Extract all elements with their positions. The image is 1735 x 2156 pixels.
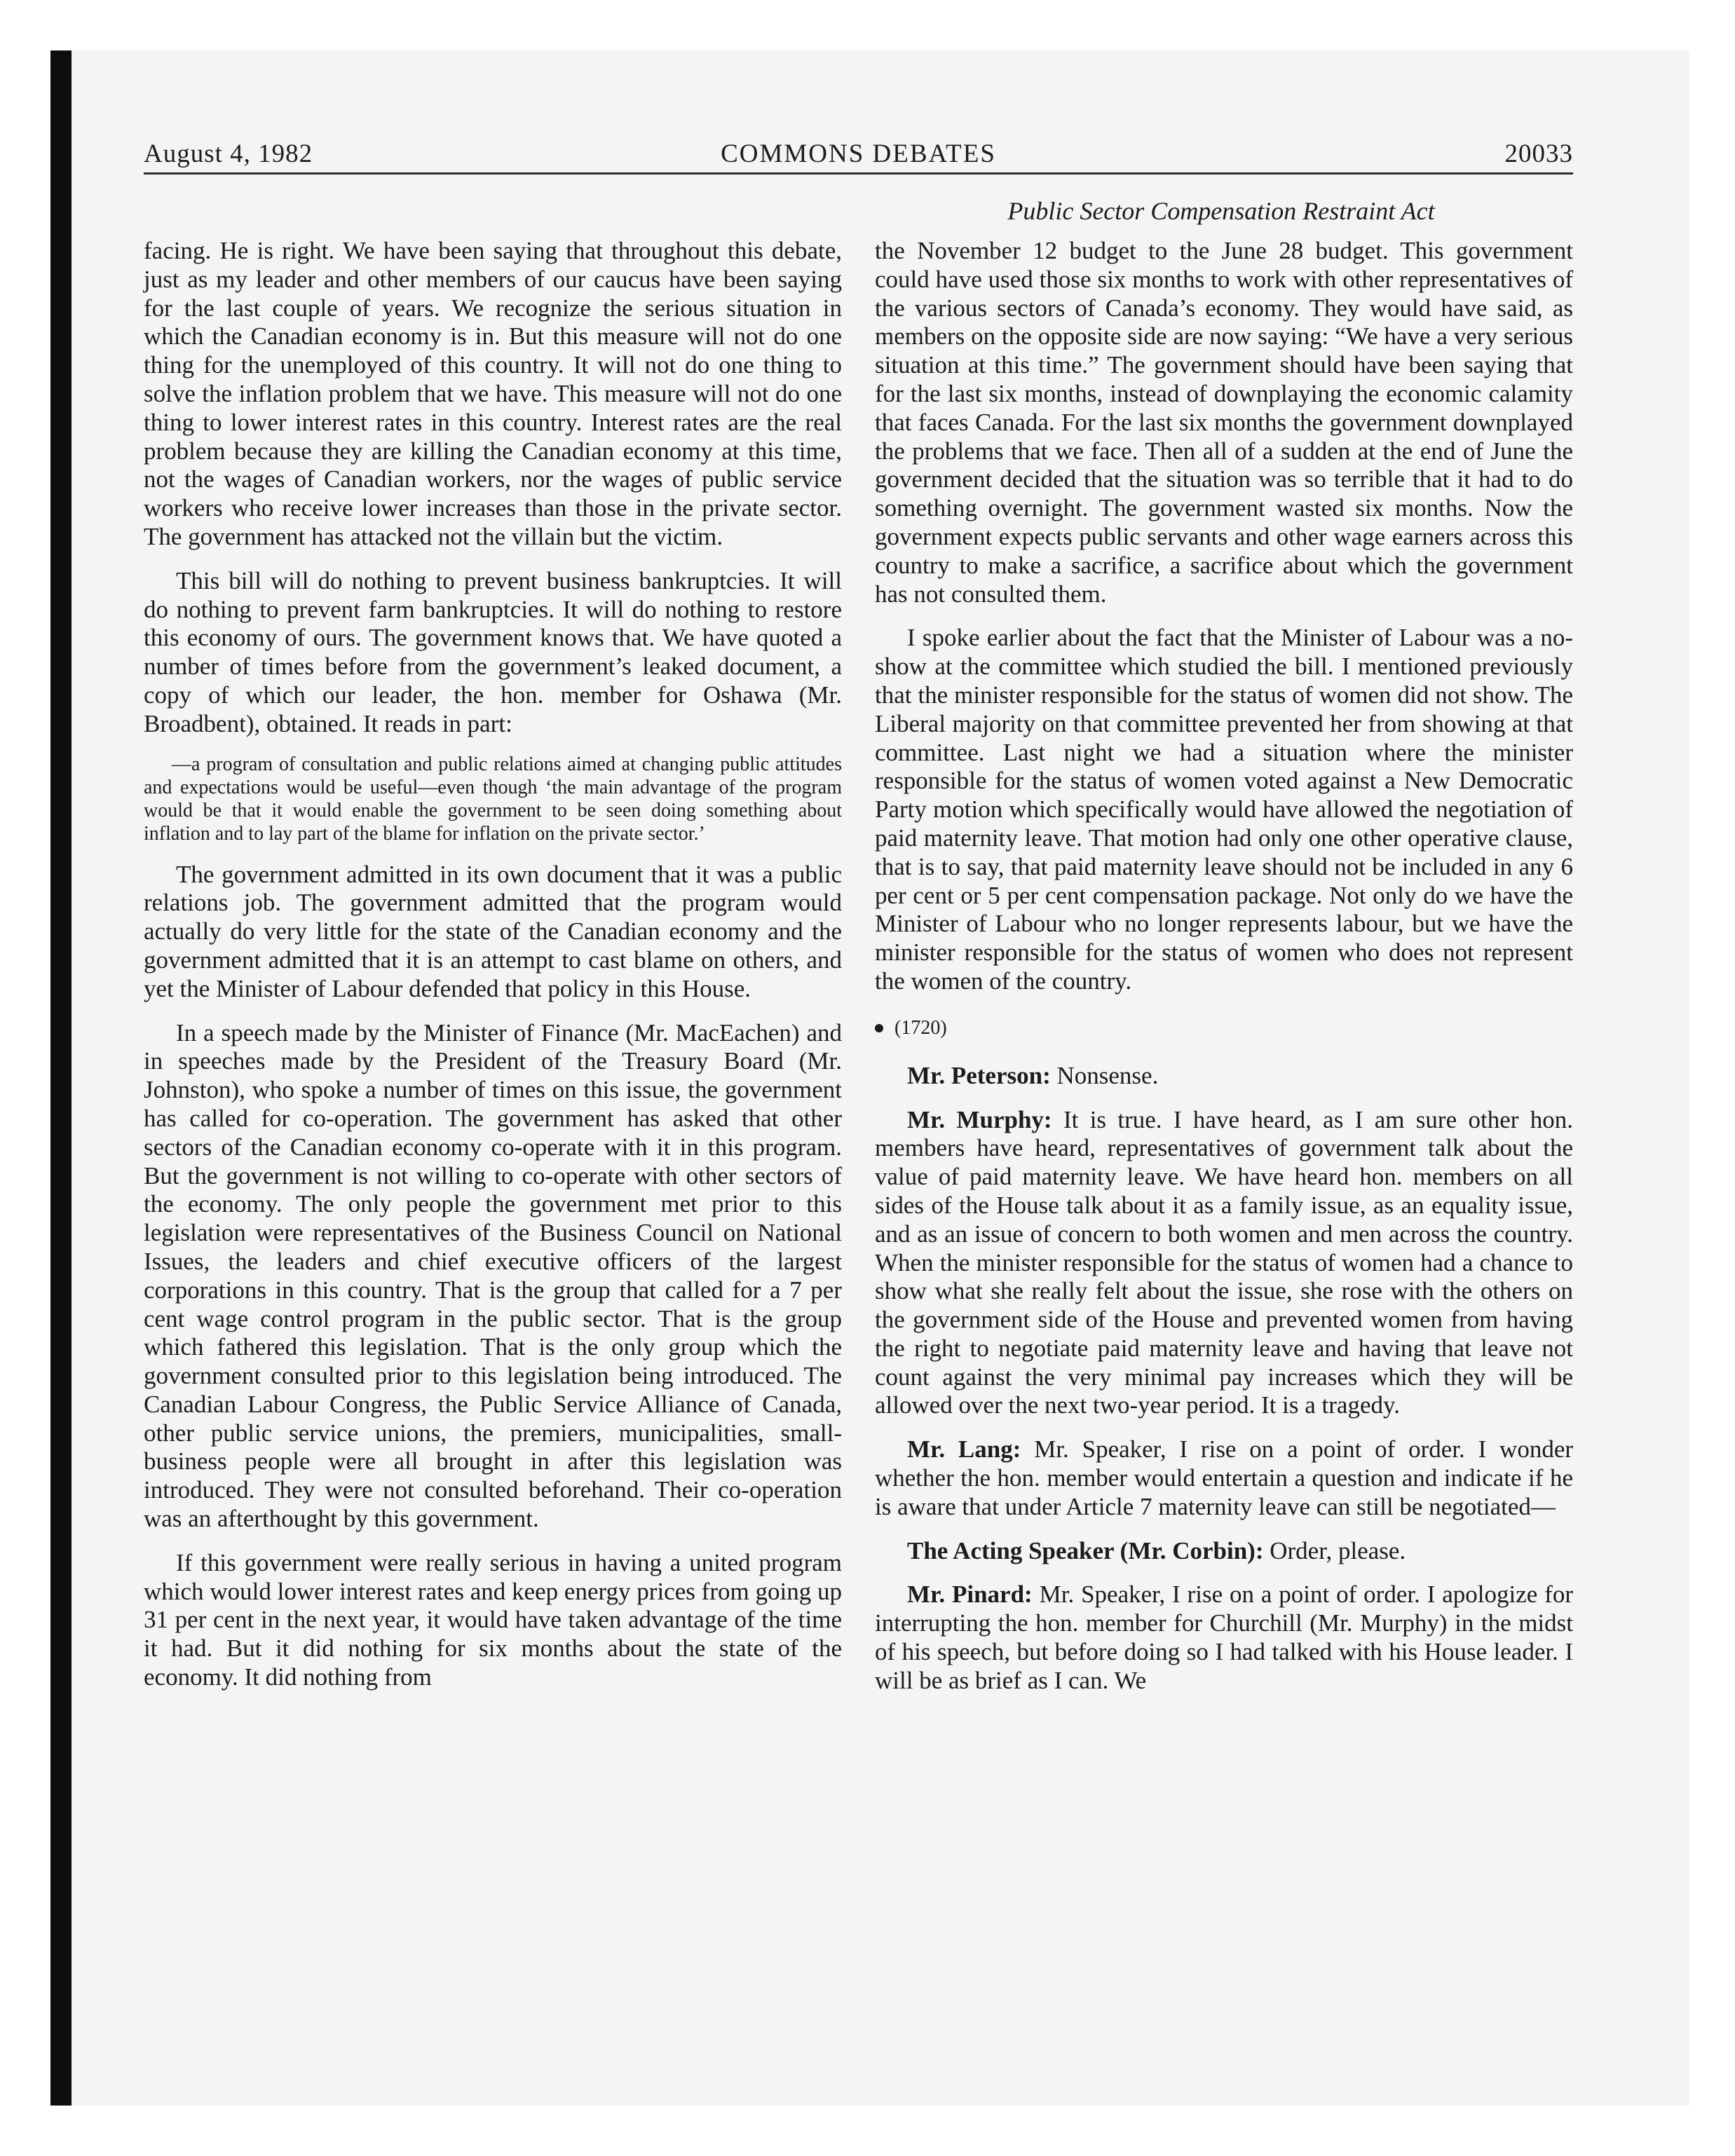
speech-text: Order, please. (1270, 1536, 1406, 1564)
paragraph: In a speech made by the Minister of Finance (Mr. MacEachen) and in speeches made by the President of the Treasury Board (Mr. Johnston), who spoke a number of times on this issue, the government has called for co-operation. The government has asked that other sectors of the Canadian economy co-operate with it in this program. But the government is not willing to co-operate with other sectors of the economy. The only people the government met prior to this legislation were representatives of the Business Council on National Issues, the leaders and chief executive officers of the largest corporations in this country. That is the group that called for a 7 per cent wage control program in the public sector. That is the group which fathered this legislation. That is the only group which the government consulted prior to this legislation being introduced. The Canadian Labour Congress, the Public Service Alliance of Canada, other public service unions, the premiers, municipalities, small-business people were all brought in after this legislation was introduced. They were not consulted beforehand. Their co-operation was an afterthought by this government. (144, 1018, 842, 1533)
running-head (144, 139, 1573, 175)
paragraph: The government admitted in its own document that it was a public relations job. The government admitted that the program would actually do very little for the state of the Canadian economy and the government admitted that it is an attempt to cast blame on others, and yet the Minister of Labour defended that policy in this House. (144, 860, 842, 1002)
speaker-name: The Acting Speaker (Mr. Corbin): (907, 1536, 1264, 1564)
time-marker-text: (1720) (894, 1016, 947, 1039)
header-page-number: 20033 (1504, 139, 1573, 168)
speech-text: Mr. Speaker, I rise on a point of order. I wonder whether the hon. member would entertain a question and indicate if he is aware that under Article 7 maternity leave can still be negotiated— (875, 1435, 1574, 1520)
speaker-name: Mr. Peterson: (907, 1061, 1051, 1089)
binding-edge (50, 50, 72, 2106)
paragraph: facing. He is right. We have been saying that throughout this debate, just as my leader and other members of our caucus have been saying for the last couple of years. We recognize the serious situation in which the Canadian economy is in. But this measure will not do one thing for the unemployed of this country. It will not do one thing to solve the inflation problem that we have. This measure will not do one thing to lower interest rates in this country. Interest rates are the real problem because they are killing the Canadian economy at this time, not the wages of Canadian workers, nor the wages of public service workers who receive lower increases than those in the private sector. The government has attacked not the villain but the victim. (144, 237, 842, 550)
speaker-name: Mr. Pinard: (907, 1581, 1033, 1609)
speech-text: It is true. I have heard, as I am sure other hon. members have heard, representatives of government talk about the value of paid maternity leave. We have heard hon. members on all sides of the House talk about it as a family issue, as an equality issue, and as an issue of concern to both women and men across the country. When the minister responsible for the status of women had a chance to show what she really felt about the issue, she rose with the others on the government side of the House and prevented women from having the right to negotiate paid maternity leave and having that leave not count against the very minimal pay increases which they will be allowed over the next two-year period. It is a tragedy. (875, 1105, 1573, 1419)
header-date: August 4, 1982 (144, 139, 313, 168)
speech-peterson (875, 1062, 1573, 1091)
speech-text: Mr. Speaker, I rise on a point of order. I apologize for interrupting the hon. member for Churchill (Mr. Murphy) in the midst of his speech, but before doing so I had talked with his House leader. I will be as brief as I can. We (875, 1581, 1573, 1694)
speaker-name: Mr. Murphy: (907, 1105, 1052, 1133)
bullet-icon (875, 1024, 883, 1032)
left-column (144, 237, 842, 1692)
speech-pinard (875, 1581, 1573, 1695)
speech-murphy (875, 1106, 1573, 1421)
header-publication: COMMONS DEBATES (721, 139, 996, 168)
paragraph: This bill will do nothing to prevent business bankruptcies. It will do nothing to prevent farm bankruptcies. It will do nothing to restore this economy of ours. The government knows that. We have quoted a number of times before from the government’s leaked document, a copy of which our leader, the hon. member for Oshawa (Mr. Broadbent), obtained. It reads in part: (144, 566, 842, 737)
speech-acting-speaker (875, 1537, 1573, 1566)
header-rule (144, 172, 1573, 175)
right-column (875, 237, 1573, 1696)
block-quote: —a program of consultation and public relations aimed at changing public attitudes and expectations would be useful—even though ‘the main advantage of the program would be that it would enable the government to be seen doing something about inflation and to lay part of the blame for inflation on the private sector.’ (144, 753, 842, 845)
speaker-name: Mr. Lang: (907, 1435, 1021, 1464)
speech-text: Nonsense. (1056, 1061, 1159, 1089)
time-marker (875, 1014, 1573, 1042)
paragraph: If this government were really serious in having a united program which would lower interest rates and keep energy prices from going up 31 per cent in the next year, it would have taken advantage of the time it had. But it did nothing for six months about the state of the economy. It did nothing from (144, 1548, 842, 1691)
paragraph: the November 12 budget to the June 28 budget. This government could have used those six months to work with other representatives of the various sectors of Canada’s economy. They would have said, as members on the opposite side are now saying: “We have a very serious situation at this time.” The government should have been saying that for the last six months, instead of downplaying the economic calamity that faces Canada. For the last six months the government downplayed the problems that we face. Then all of a sudden at the end of June the government decided that the situation was so terrible that it had to do something overnight. The government wasted six months. Now the government expects public servants and other wage earners across this country to make a sacrifice, a sacrifice about which the government has not consulted them. (875, 237, 1573, 608)
section-title: Public Sector Compensation Restraint Act (1007, 197, 1435, 225)
speech-lang (875, 1435, 1573, 1521)
paragraph: I spoke earlier about the fact that the Minister of Labour was a no-show at the committee which studied the bill. I mentioned previously that the minister responsible for the status of women did not show. The Liberal majority on that committee prevented her from showing at that committee. Last night we had a situation where the minister responsible for the status of women voted against a New Democratic Party motion which specifically would have allowed the negotiation of paid maternity leave. That motion had only one other operative clause, that is to say, that paid maternity leave should not be included in any 6 per cent or 5 per cent compensation package. Not only do we have the Minister of Labour who no longer represents labour, but we have the minister responsible for the status of women who does not represent the women of the country. (875, 624, 1573, 995)
